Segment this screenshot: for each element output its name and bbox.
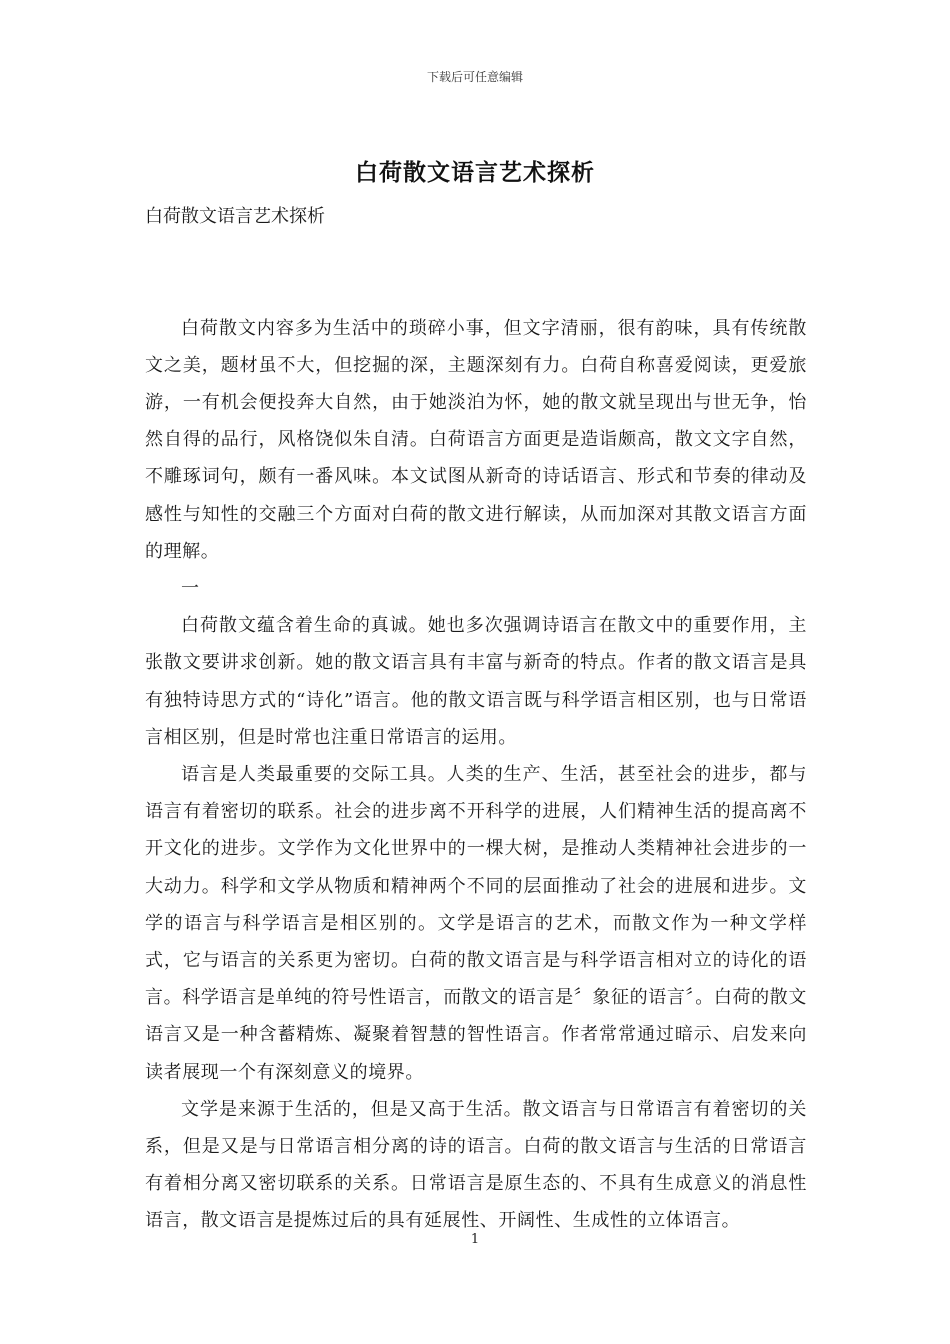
page-number: 1 — [470, 1232, 480, 1247]
blank-line — [145, 235, 807, 309]
section-marker: 一 — [181, 578, 199, 600]
document-title: 白荷散文语言艺术探析 — [355, 159, 595, 186]
body-paragraph: 文学是来源于生活的，但是又高于生活。散文语言与日常语言有着密切的关系，但是又是与日常语言相分离的诗的语言。白荷的散文语言与生活的日常语言有着相分离又密切联系的关系。日常语言是原生态的、不具有生成意义的消息性语言，散文语言是提炼过后的具有延展性、开阔性、生成性的立体语言。 — [145, 1098, 807, 1232]
body-paragraph: 语言是人类最重要的交际工具。人类的生产、生活，甚至社会的进步，都与语言有着密切的联系。社会的进步离不开科学的进展，人们精神生活的提高离不开文化的进步。文学作为文化世界中的一棵大树，是推动人类精神社会进步的一大动力。科学和文学从物质和精神两个不同的层面推动了社会的进展和进步。文学的语言与科学语言是相区别的。文学是语言的艺术，而散文作为一种文学样式，它与语言的关系更为密切。白荷的散文语言是与科学语言相对立的诗化的语言。科学语言是单纯的符号性语言，而散文的语言是〞象征的语言〞。白荷的散文语言又是一种含蓄精炼、凝聚着智慧的智性语言。作者常常通过暗示、启发来向读者展现一个有深刻意义的境界。 — [145, 764, 807, 1083]
document-body — [145, 198, 807, 1240]
header-note: 下载后可任意编辑 — [426, 70, 523, 84]
body-paragraph: 白荷散文蕴含着生命的真诚。她也多次强调诗语言在散文中的重要作用，主张散文要讲求创新。她的散文语言具有丰富与新奇的特点。作者的散文语言是具有独特诗思方式的“诗化”语言。他的散文语言既与科学语言相区别，也与日常语言相区别，但是时常也注重日常语言的运用。 — [145, 615, 807, 748]
document-subtitle: 白荷散文语言艺术探析 — [145, 206, 325, 227]
body-paragraph: 白荷散文内容多为生活中的琐碎小事，但文字清丽，很有韵味，具有传统散文之美，题材虽不大，但挖掘的深，主题深刻有力。白荷自称喜爱阅读，更爱旅游，一有机会便投奔大自然，由于她淡泊为怀，她的散文就呈现出与世无争，怡然自得的品行，风格饶似朱自清。白荷语言方面更是造诣颇高，散文文字自然，不雕琢词句，颇有一番风味。本文试图从新奇的诗话语言、形式和节奏的律动及感性与知性的交融三个方面对白荷的散文进行解读，从而加深对其散文语言方面的理解。 — [145, 317, 807, 562]
